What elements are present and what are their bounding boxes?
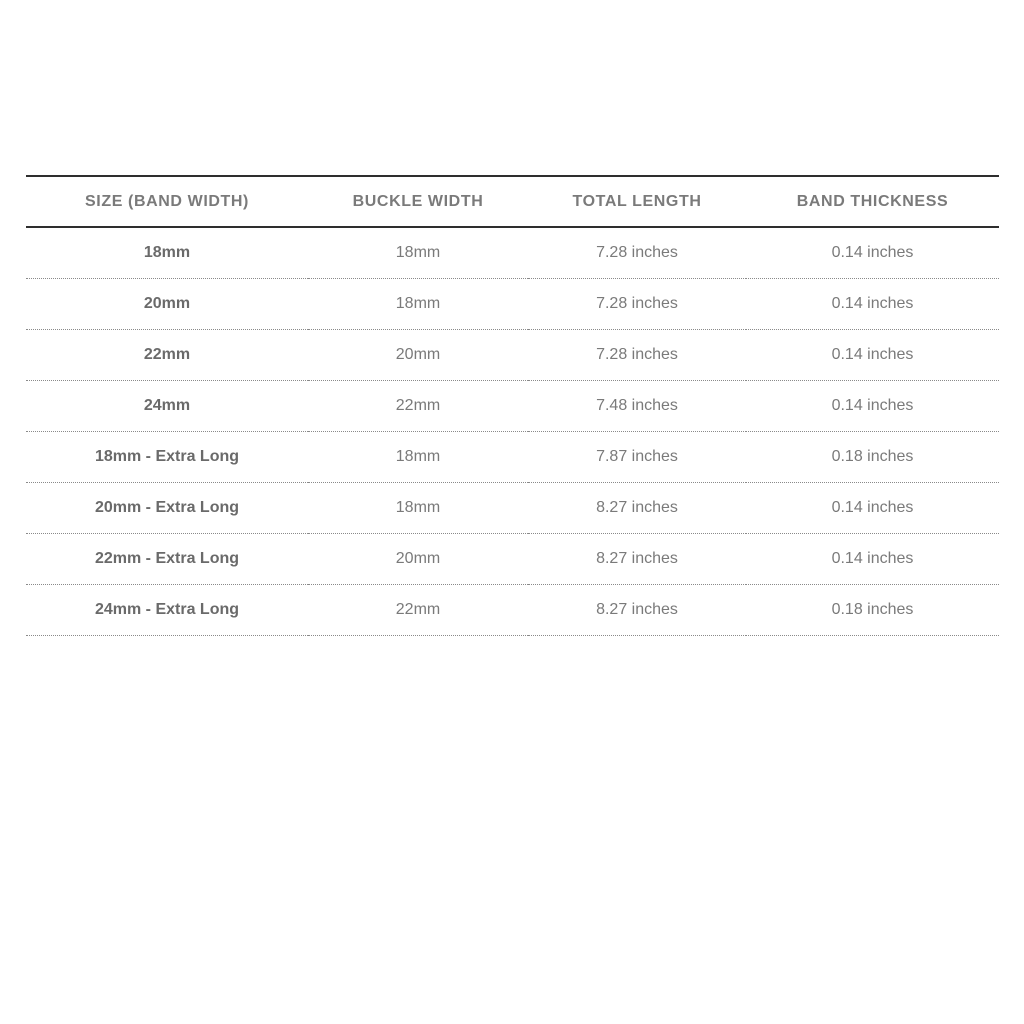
table-row [26, 227, 999, 278]
total-length-cell: 8.27 inches [528, 533, 746, 584]
buckle-width-cell: 18mm [308, 278, 528, 329]
table-row [26, 380, 999, 431]
table-row [26, 482, 999, 533]
band-thickness-cell: 0.14 inches [746, 278, 999, 329]
table-row [26, 533, 999, 584]
size-cell: 22mm [26, 329, 308, 380]
buckle-width-cell: 20mm [308, 329, 528, 380]
buckle-width-cell: 22mm [308, 380, 528, 431]
table-row [26, 584, 999, 635]
total-length-cell: 8.27 inches [528, 584, 746, 635]
size-cell: 22mm - Extra Long [26, 533, 308, 584]
size-cell: 18mm [26, 227, 308, 278]
table-header [26, 176, 999, 227]
buckle-width-cell: 18mm [308, 482, 528, 533]
buckle-width-cell: 18mm [308, 227, 528, 278]
table-row [26, 329, 999, 380]
buckle-width-cell: 20mm [308, 533, 528, 584]
header-total-length: TOTAL LENGTH [528, 176, 746, 227]
total-length-cell: 8.27 inches [528, 482, 746, 533]
band-thickness-cell: 0.14 inches [746, 482, 999, 533]
band-thickness-cell: 0.18 inches [746, 584, 999, 635]
buckle-width-cell: 22mm [308, 584, 528, 635]
band-thickness-cell: 0.14 inches [746, 227, 999, 278]
table-row [26, 431, 999, 482]
buckle-width-cell: 18mm [308, 431, 528, 482]
table-body [26, 227, 999, 635]
header-buckle-width: BUCKLE WIDTH [308, 176, 528, 227]
size-chart-table [26, 175, 999, 636]
total-length-cell: 7.28 inches [528, 227, 746, 278]
header-row [26, 176, 999, 227]
total-length-cell: 7.28 inches [528, 278, 746, 329]
band-thickness-cell: 0.14 inches [746, 329, 999, 380]
header-band-thickness: BAND THICKNESS [746, 176, 999, 227]
size-cell: 24mm - Extra Long [26, 584, 308, 635]
band-thickness-cell: 0.14 inches [746, 533, 999, 584]
band-thickness-cell: 0.18 inches [746, 431, 999, 482]
size-cell: 20mm - Extra Long [26, 482, 308, 533]
total-length-cell: 7.28 inches [528, 329, 746, 380]
total-length-cell: 7.48 inches [528, 380, 746, 431]
table-row [26, 278, 999, 329]
total-length-cell: 7.87 inches [528, 431, 746, 482]
header-size-band-width: SIZE (BAND WIDTH) [26, 176, 308, 227]
band-thickness-cell: 0.14 inches [746, 380, 999, 431]
size-cell: 24mm [26, 380, 308, 431]
size-cell: 20mm [26, 278, 308, 329]
size-cell: 18mm - Extra Long [26, 431, 308, 482]
